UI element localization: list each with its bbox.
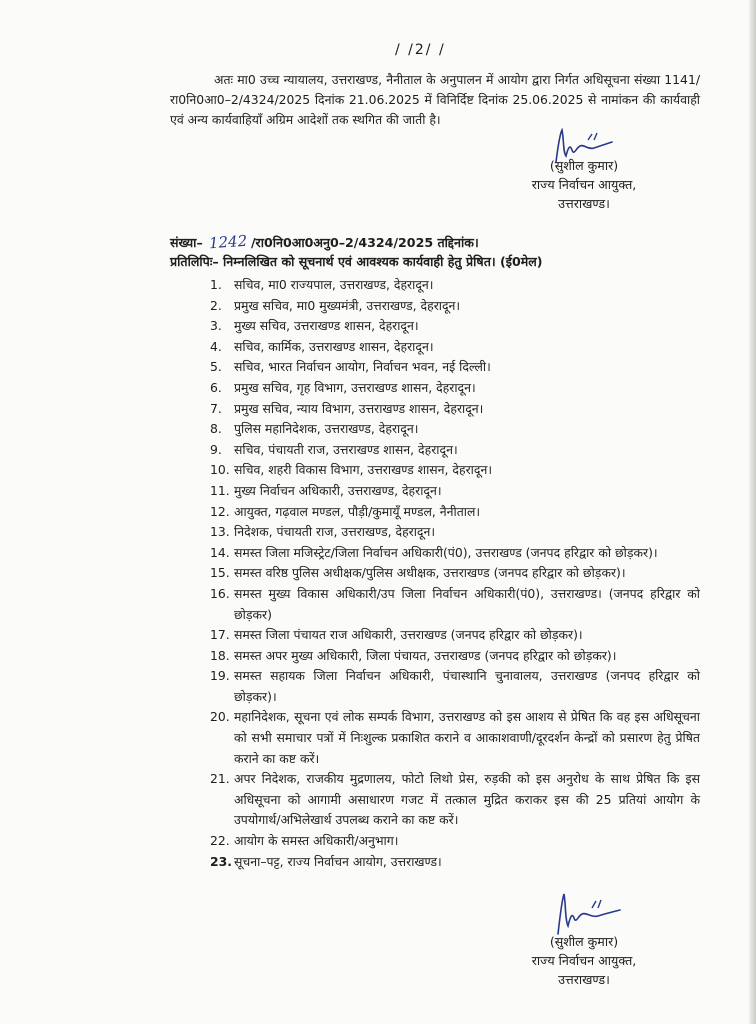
recipient-number: 7. [210, 400, 222, 416]
recipient-text: अपर निदेशक, राजकीय मुद्रणालय, फोटो लिथो प्रेस, रुड़की को इस अनुरोध के साथ प्रेषित कि इस अधिसूचना को आगामी असाधारण गजट में तत्काल मुद्रित कराकर इस की 25 प्रतियां आयोग के उपयोगार्थ/अभिलेखार्थ उपलब्ध कराने का कष्ट करें। [234, 771, 700, 828]
recipient-number: 21. [210, 771, 230, 787]
recipient-number: 18. [210, 647, 230, 663]
signatory-name: (सुशील कुमार) [549, 934, 619, 949]
recipient-item [210, 337, 700, 358]
recipient-number: 15. [210, 565, 230, 581]
copy-to-heading: प्रतिलिपिः– निम्नलिखित को सूचनार्थ एवं आवश्यक कार्यवाही हेतु प्रेषित। (ई0मेल) [170, 254, 543, 269]
recipient-item [210, 357, 700, 378]
recipient-number: 9. [210, 441, 222, 457]
reference-line [170, 233, 730, 251]
recipient-number: 6. [210, 379, 222, 395]
recipient-item [210, 296, 700, 317]
signatory-designation: राज्य निर्वाचन आयुक्त, [531, 177, 637, 192]
recipient-item [210, 563, 700, 584]
recipient-item [210, 831, 700, 852]
recipient-number: 1. [210, 277, 222, 292]
recipient-number: 23. [210, 853, 232, 869]
recipient-number: 10. [210, 462, 230, 478]
page-edge-shadow [749, 0, 756, 1024]
recipient-text: महानिदेशक, सूचना एवं लोक सम्पर्क विभाग, उत्तराखण्ड को इस आशय से प्रेषित कि वह इस अधिसूचना को सभी समाचार पत्रों में निःशुल्क प्रकाशित कराने व आकाशवाणी/दूरदर्शन केन्द्रों को प्रसारण हेतु प्रेषित कराने का कष्ट करें। [234, 709, 700, 766]
recipient-item [210, 769, 700, 831]
signatory-designation: राज्य निर्वाचन आयुक्त, [531, 953, 637, 968]
recipient-text: सचिव, शहरी विकास विभाग, उत्तराखण्ड शासन, देहरादून। [234, 462, 493, 478]
recipient-text: पुलिस महानिदेशक, उत्तराखण्ड, देहरादून। [234, 421, 419, 437]
recipient-number: 22. [210, 833, 230, 849]
recipient-text: आयोग के समस्त अधिकारी/अनुभाग। [234, 833, 399, 849]
recipient-text: समस्त अपर मुख्य अधिकारी, जिला पंचायत, उत्तराखण्ड (जनपद हरिद्वार को छोड़कर)। [234, 647, 617, 663]
recipient-text: सूचना–पट्ट, राज्य निर्वाचन आयोग, उत्तराखण्ड। [234, 853, 442, 869]
order-paragraph: अतः मा0 उच्च न्यायालय, उत्तराखण्ड, नैनीताल के अनुपालन में आयोग द्वारा निर्गत अधिसूचना संख्या 1141/रा0नि0आ0–2/4324/2025 दिनांक 21.06.2025 में विनिर्दिष्ट दिनांक 25.06.2025 से नामांकन की कार्यवाही एवं अन्य कार्यवाहियाँ अग्रिम आदेशों तक स्थगित की जाती है। [170, 72, 700, 127]
recipient-text: मुख्य निर्वाचन अधिकारी, उत्तराखण्ड, देहरादून। [234, 482, 442, 498]
recipient-number: 4. [210, 338, 222, 354]
recipient-item [210, 275, 700, 296]
recipient-number: 5. [210, 359, 222, 375]
recipient-text: सचिव, भारत निर्वाचन आयोग, निर्वाचन भवन, नई दिल्ली। [234, 359, 491, 375]
recipient-item [210, 543, 700, 564]
recipient-item [210, 522, 700, 543]
recipient-number: 16. [210, 585, 230, 601]
recipient-number: 17. [210, 627, 230, 643]
recipient-text: निदेशक, पंचायती राज, उत्तराखण्ड, देहरादून। [234, 524, 436, 540]
recipient-number: 2. [210, 297, 222, 313]
signatory-state: उत्तराखण्ड। [558, 196, 610, 211]
page-number: / /2/ / [395, 42, 446, 58]
handwritten-reference-number: 1242 [208, 231, 248, 253]
recipient-number: 8. [210, 421, 222, 437]
recipient-item [210, 852, 700, 873]
recipient-item [210, 399, 700, 420]
recipient-text: प्रमुख सचिव, मा0 मुख्यमंत्री, उत्तराखण्ड, देहरादून। [234, 297, 461, 313]
recipient-item [210, 584, 700, 625]
recipient-item [210, 419, 700, 440]
recipient-text: मुख्य सचिव, उत्तराखण्ड शासन, देहरादून। [234, 318, 419, 334]
recipient-number: 19. [210, 668, 230, 684]
recipient-item [210, 625, 700, 646]
recipient-text: समस्त जिला मजिस्ट्रेट/जिला निर्वाचन अधिकारी(पं0), उत्तराखण्ड (जनपद हरिद्वार को छोड़कर)। [234, 544, 658, 560]
recipient-text: समस्त मुख्य विकास अधिकारी/उप जिला निर्वाचन अधिकारी(पं0), उत्तराखण्ड। (जनपद हरिद्वार को छोड़कर) [234, 585, 700, 622]
recipient-item [210, 440, 700, 461]
reference-prefix: संख्या– [170, 235, 203, 250]
reference-suffix: /रा0नि0आ0अनु0–2/4324/2025 तद्दिनांक। [250, 235, 479, 250]
signatory-name: (सुशील कुमार) [549, 158, 619, 173]
recipient-text: समस्त वरिष्ठ पुलिस अधीक्षक/पुलिस अधीक्षक, उत्तराखण्ड (जनपद हरिद्वार को छोड़कर)। [234, 565, 626, 581]
recipient-item [210, 481, 700, 502]
recipient-list [210, 275, 700, 872]
signature-block-1 [514, 156, 654, 213]
recipient-item [210, 316, 700, 337]
recipient-text: समस्त जिला पंचायत राज अधिकारी, उत्तराखण्ड (जनपद हरिद्वार को छोड़कर)। [234, 627, 583, 643]
recipient-text: सचिव, पंचायती राज, उत्तराखण्ड शासन, देहरादून। [234, 441, 458, 457]
recipient-text: समस्त सहायक जिला निर्वाचन अधिकारी, पंचास्थानि चुनावालय, उत्तराखण्ड (जनपद हरिद्वार को छोड़कर)। [234, 668, 700, 704]
recipient-number: 3. [210, 318, 222, 334]
signature-block-2 [514, 932, 654, 989]
recipient-number: 20. [210, 709, 230, 725]
recipient-text: सचिव, मा0 राज्यपाल, उत्तराखण्ड, देहरादून। [234, 277, 434, 292]
recipient-number: 13. [210, 524, 230, 540]
recipient-item [210, 378, 700, 399]
recipient-item [210, 646, 700, 667]
recipient-text: प्रमुख सचिव, गृह विभाग, उत्तराखण्ड शासन, देहरादून। [234, 379, 476, 395]
recipient-number: 11. [210, 482, 230, 498]
recipient-number: 14. [210, 544, 230, 560]
recipient-item [210, 707, 700, 769]
signatory-state: उत्तराखण्ड। [558, 972, 610, 987]
recipient-text: प्रमुख सचिव, न्याय विभाग, उत्तराखण्ड शासन, देहरादून। [234, 400, 484, 416]
recipient-item [210, 502, 700, 523]
recipient-number: 12. [210, 503, 230, 519]
recipient-text: आयुक्त, गढ़वाल मण्डल, पौड़ी/कुमायूँ मण्डल, नैनीताल। [234, 503, 481, 519]
recipient-text: सचिव, कार्मिक, उत्तराखण्ड शासन, देहरादून। [234, 338, 434, 354]
recipient-item [210, 666, 700, 707]
recipient-item [210, 460, 700, 481]
